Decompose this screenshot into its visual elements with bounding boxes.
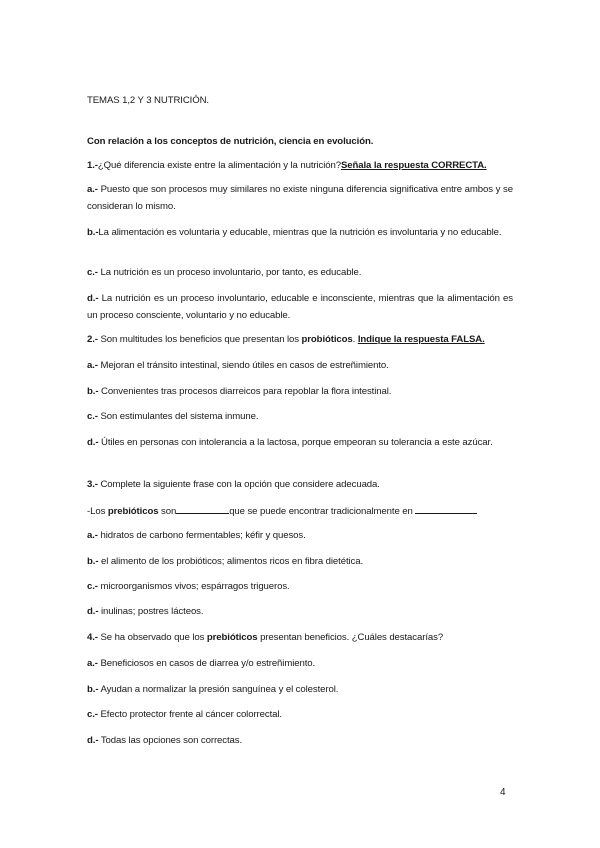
option-label: a.- — [87, 184, 98, 195]
option-text: La nutrición es un proceso involuntario, por tanto, es educable. — [97, 267, 362, 278]
option-label: d.- — [87, 606, 99, 617]
question-1-option-b — [87, 224, 513, 241]
option-text: hidratos de carbono fermentables; kéfir y quesos. — [97, 530, 306, 541]
option-text: Beneficiosos en casos de diarrea y/o estreñimiento. — [97, 658, 316, 669]
question-2-option-d — [87, 434, 513, 451]
option-label: d.- — [87, 437, 99, 448]
question-1-instruction: Señala la respuesta CORRECTA. — [340, 160, 487, 171]
question-3-option-b — [87, 555, 363, 569]
document-header: TEMAS 1,2 Y 3 NUTRICIÓN. — [87, 95, 209, 106]
option-text: Mejoran el tránsito intestinal, siendo útiles en casos de estreñimiento. — [97, 360, 389, 371]
option-text: Ayudan a normalizar la presión sanguínea y el colesterol. — [98, 684, 339, 695]
document-page — [87, 0, 513, 848]
question-2 — [87, 333, 485, 347]
sentence-text: que se puede encontrar tradicionalmente en — [229, 506, 416, 517]
sentence-keyword: prebióticos — [107, 506, 159, 517]
question-2-option-b — [87, 385, 391, 399]
fill-blank-2 — [415, 504, 477, 514]
question-1-option-d — [87, 290, 513, 324]
question-3-number: 3.- — [87, 479, 98, 490]
question-1-text: ¿Qué diferencia existe entre la alimentación y la nutrición? — [97, 160, 341, 171]
option-label: a.- — [87, 530, 98, 541]
option-label: a.- — [87, 658, 98, 669]
option-text: inulinas; postres lácteos. — [98, 606, 204, 617]
question-2-text-post: . — [352, 334, 358, 345]
question-3-text: Complete la siguiente frase con la opción que considere adecuada. — [97, 479, 380, 490]
option-text: Todas las opciones son correctas. — [98, 735, 243, 746]
question-4-option-a — [87, 657, 315, 671]
question-3-option-d — [87, 605, 203, 619]
question-4 — [87, 631, 443, 645]
question-4-option-c — [87, 708, 282, 722]
option-text: el alimento de los probióticos; alimentos ricos en fibra dietética. — [98, 556, 364, 567]
question-4-option-d — [87, 734, 242, 748]
question-3-option-a — [87, 529, 306, 543]
question-1-option-a — [87, 181, 513, 215]
option-label: b.- — [87, 227, 99, 238]
fill-blank-1 — [176, 504, 229, 514]
option-text: Útiles en personas con intolerancia a la lactosa, porque empeoran su tolerancia a este azúcar. — [98, 437, 493, 448]
option-text: La nutrición es un proceso involuntario, educable e inconsciente, mientras que la alimentación es un proceso consciente, voluntario y no educable. — [87, 293, 513, 321]
option-text: Convenientes tras procesos diarreicos para repoblar la flora intestinal. — [98, 386, 392, 397]
option-label: c.- — [87, 411, 98, 422]
option-text: La alimentación es voluntaria y educable, mientras que la nutrición es involuntaria y no educable. — [98, 227, 502, 238]
question-4-keyword: prebióticos — [206, 632, 258, 643]
question-2-option-c — [87, 410, 258, 424]
question-2-instruction: Indique la respuesta FALSA. — [357, 334, 485, 345]
question-1-option-c — [87, 266, 361, 280]
question-3-option-c — [87, 580, 290, 594]
option-label: b.- — [87, 386, 99, 397]
sentence-text: son — [158, 506, 177, 517]
question-1 — [87, 159, 487, 173]
question-2-keyword: probióticos — [301, 334, 353, 345]
question-4-option-b — [87, 683, 338, 697]
option-label: c.- — [87, 581, 98, 592]
question-4-text: Se ha observado que los — [97, 632, 207, 643]
option-label: c.- — [87, 267, 98, 278]
option-label: d.- — [87, 735, 99, 746]
question-2-text: Son multitudes los beneficios que presentan los — [97, 334, 302, 345]
question-4-number: 4.- — [87, 632, 98, 643]
page-number: 4 — [500, 787, 506, 798]
section-title: Con relación a los conceptos de nutrición, ciencia en evolución. — [87, 136, 374, 147]
option-label: b.- — [87, 556, 99, 567]
question-3 — [87, 478, 380, 492]
question-3-sentence — [87, 504, 477, 519]
question-4-text-post: presentan beneficios. ¿Cuáles destacarías? — [257, 632, 444, 643]
option-text: microorganismos vivos; espárragos trigueros. — [97, 581, 290, 592]
option-label: d.- — [87, 293, 99, 304]
option-text: Efecto protector frente al cáncer colorrectal. — [97, 709, 282, 720]
option-text: Puesto que son procesos muy similares no existe ninguna diferencia significativa entre ambos y se consideran lo mismo. — [87, 184, 513, 212]
question-2-option-a — [87, 359, 389, 373]
option-label: b.- — [87, 684, 99, 695]
option-label: a.- — [87, 360, 98, 371]
option-text: Son estimulantes del sistema inmune. — [97, 411, 259, 422]
question-2-number: 2.- — [87, 334, 98, 345]
question-1-number: 1.- — [87, 160, 98, 171]
option-label: c.- — [87, 709, 98, 720]
sentence-prefix: -Los — [87, 506, 108, 517]
